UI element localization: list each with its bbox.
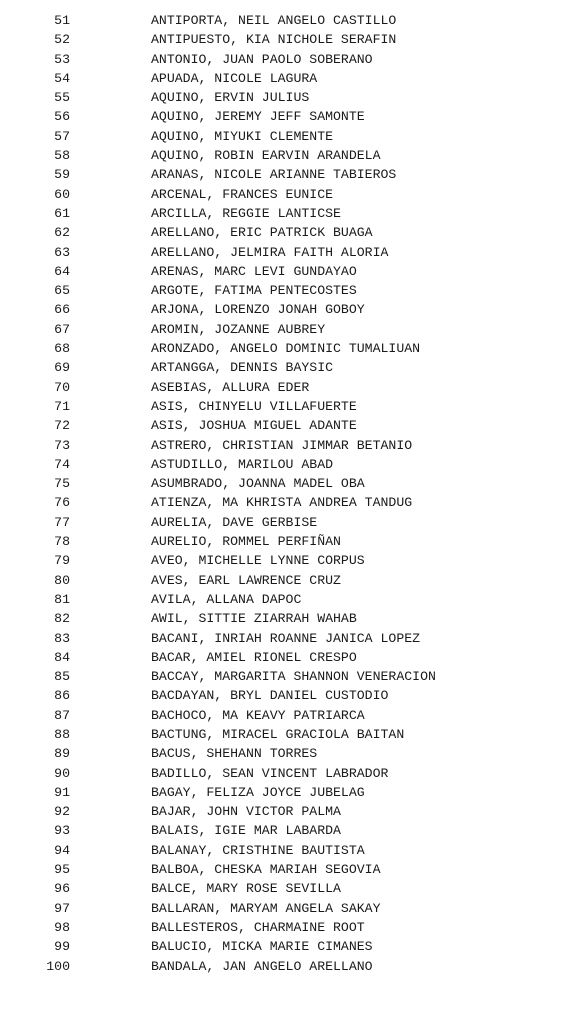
entry-name: BALANAY, CRISTHINE BAUTISTA — [151, 842, 365, 858]
entry-name: AROMIN, JOZANNE AUBREY — [151, 321, 326, 337]
entry-number: 51 — [54, 13, 70, 28]
list-item — [0, 551, 586, 570]
list-item — [0, 378, 586, 397]
list-item — [0, 204, 586, 223]
entry-number: 60 — [54, 186, 70, 202]
entry-name: BALAIS, IGIE MAR LABARDA — [151, 823, 341, 839]
list-item — [0, 223, 586, 242]
list-item — [0, 667, 586, 686]
entry-number: 54 — [54, 70, 70, 86]
list-item — [0, 899, 586, 918]
entry-number: 77 — [54, 514, 70, 530]
entry-name: BANDALA, JAN ANGELO ARELLANO — [151, 958, 373, 974]
entry-number: 70 — [54, 379, 70, 395]
entry-name: AQUINO, MIYUKI CLEMENTE — [151, 128, 334, 144]
entry-number: 73 — [54, 437, 70, 453]
entry-number: 90 — [54, 765, 70, 781]
list-item — [0, 243, 586, 262]
entry-number: 68 — [54, 341, 70, 357]
entry-name: ARELLANO, ERIC PATRICK BUAGA — [151, 225, 373, 241]
name-list — [0, 11, 586, 976]
list-item — [0, 127, 586, 146]
entry-name: ASUMBRADO, JOANNA MADEL OBA — [151, 476, 365, 492]
entry-number: 61 — [54, 205, 70, 221]
list-item — [0, 436, 586, 455]
entry-number: 64 — [54, 263, 70, 279]
entry-number: 57 — [54, 128, 70, 144]
entry-number: 58 — [54, 148, 70, 164]
entry-number: 100 — [46, 958, 70, 974]
entry-name: ASIS, CHINYELU VILLAFUERTE — [151, 398, 357, 414]
list-item — [0, 358, 586, 377]
entry-name: ASTUDILLO, MARILOU ABAD — [151, 456, 334, 472]
list-item — [0, 841, 586, 860]
entry-number: 69 — [54, 360, 70, 376]
list-item — [0, 88, 586, 107]
entry-name: ARGOTE, FATIMA PENTECOSTES — [151, 283, 357, 299]
entry-name: ARANAS, NICOLE ARIANNE TABIEROS — [151, 167, 397, 183]
list-item — [0, 513, 586, 532]
entry-number: 87 — [54, 707, 70, 723]
entry-name: BACANI, INRIAH ROANNE JANICA LOPEZ — [151, 630, 421, 646]
entry-number: 95 — [54, 862, 70, 878]
list-item — [0, 455, 586, 474]
entry-name: BALLESTEROS, CHARMAINE ROOT — [151, 919, 365, 935]
list-item — [0, 609, 586, 628]
entry-name: BACDAYAN, BRYL DANIEL CUSTODIO — [151, 688, 389, 704]
list-item — [0, 590, 586, 609]
list-item — [0, 725, 586, 744]
list-item — [0, 262, 586, 281]
list-item — [0, 571, 586, 590]
entry-name: ANTIPUESTO, KIA NICHOLE SERAFIN — [151, 32, 397, 48]
entry-number: 55 — [54, 90, 70, 106]
entry-name: BALBOA, CHESKA MARIAH SEGOVIA — [151, 862, 381, 878]
list-item — [0, 416, 586, 435]
entry-number: 74 — [54, 456, 70, 472]
entry-name: ASIS, JOSHUA MIGUEL ADANTE — [151, 418, 357, 434]
entry-name: ARTANGGA, DENNIS BAYSIC — [151, 360, 334, 376]
entry-number: 79 — [54, 553, 70, 569]
entry-number: 76 — [54, 495, 70, 511]
entry-name: ASEBIAS, ALLURA EDER — [151, 379, 310, 395]
list-item — [0, 165, 586, 184]
entry-name: AURELIO, ROMMEL PERFIÑAN — [151, 534, 341, 550]
list-item — [0, 744, 586, 763]
list-item — [0, 320, 586, 339]
list-item — [0, 300, 586, 319]
entry-name: BALUCIO, MICKA MARIE CIMANES — [151, 939, 373, 955]
entry-name: ANTONIO, JUAN PAOLO SOBERANO — [151, 51, 373, 67]
list-item — [0, 493, 586, 512]
list-item — [0, 821, 586, 840]
list-item — [0, 107, 586, 126]
entry-name: BACTUNG, MIRACEL GRACIOLA BAITAN — [151, 726, 405, 742]
list-item — [0, 860, 586, 879]
list-item — [0, 532, 586, 551]
entry-number: 53 — [54, 51, 70, 67]
entry-number: 94 — [54, 842, 70, 858]
entry-number: 93 — [54, 823, 70, 839]
list-item — [0, 648, 586, 667]
list-item — [0, 185, 586, 204]
entry-name: AVES, EARL LAWRENCE CRUZ — [151, 572, 341, 588]
list-item — [0, 281, 586, 300]
entry-number: 97 — [54, 900, 70, 916]
entry-number: 56 — [54, 109, 70, 125]
entry-number: 89 — [54, 746, 70, 762]
list-item — [0, 629, 586, 648]
list-item — [0, 706, 586, 725]
list-item — [0, 397, 586, 416]
entry-number: 71 — [54, 398, 70, 414]
entry-number: 75 — [54, 476, 70, 492]
entry-name: BAJAR, JOHN VICTOR PALMA — [151, 804, 341, 820]
list-item — [0, 69, 586, 88]
entry-name: ARELLANO, JELMIRA FAITH ALORIA — [151, 244, 389, 260]
entry-name: ARCILLA, REGGIE LANTICSE — [151, 205, 341, 221]
entry-number: 81 — [54, 591, 70, 607]
list-item — [0, 11, 586, 30]
entry-number: 63 — [54, 244, 70, 260]
entry-name: AWIL, SITTIE ZIARRAH WAHAB — [151, 611, 357, 627]
entry-name: BAGAY, FELIZA JOYCE JUBELAG — [151, 784, 365, 800]
list-item — [0, 686, 586, 705]
list-item — [0, 50, 586, 69]
list-item — [0, 30, 586, 49]
entry-number: 67 — [54, 321, 70, 337]
entry-number: 96 — [54, 881, 70, 897]
list-item — [0, 783, 586, 802]
entry-name: AVEO, MICHELLE LYNNE CORPUS — [151, 553, 365, 569]
entry-number: 91 — [54, 784, 70, 800]
entry-name: AQUINO, ROBIN EARVIN ARANDELA — [151, 148, 381, 164]
entry-number: 84 — [54, 649, 70, 665]
entry-name: BACUS, SHEHANN TORRES — [151, 746, 318, 762]
entry-number: 52 — [54, 32, 70, 48]
entry-name: BACAR, AMIEL RIONEL CRESPO — [151, 649, 357, 665]
entry-name: ARJONA, LORENZO JONAH GOBOY — [151, 302, 365, 318]
entry-number: 66 — [54, 302, 70, 318]
entry-number: 82 — [54, 611, 70, 627]
entry-number: 80 — [54, 572, 70, 588]
entry-number: 62 — [54, 225, 70, 241]
list-item — [0, 146, 586, 165]
entry-number: 92 — [54, 804, 70, 820]
entry-name: BALLARAN, MARYAM ANGELA SAKAY — [151, 900, 381, 916]
entry-name: BALCE, MARY ROSE SEVILLA — [151, 881, 341, 897]
entry-number: 72 — [54, 418, 70, 434]
entry-number: 99 — [54, 939, 70, 955]
entry-number: 98 — [54, 919, 70, 935]
entry-number: 85 — [54, 669, 70, 685]
entry-number: 88 — [54, 726, 70, 742]
list-item — [0, 918, 586, 937]
entry-name: ARENAS, MARC LEVI GUNDAYAO — [151, 263, 357, 279]
entry-name: ANTIPORTA, NEIL ANGELO CASTILLO — [151, 13, 397, 28]
list-item — [0, 802, 586, 821]
entry-name: APUADA, NICOLE LAGURA — [151, 70, 318, 86]
list-item — [0, 957, 586, 976]
entry-number: 83 — [54, 630, 70, 646]
entry-number: 86 — [54, 688, 70, 704]
entry-name: AURELIA, DAVE GERBISE — [151, 514, 318, 530]
list-item — [0, 937, 586, 956]
list-item — [0, 474, 586, 493]
entry-name: AVILA, ALLANA DAPOC — [151, 591, 302, 607]
entry-number: 78 — [54, 534, 70, 550]
list-item — [0, 879, 586, 898]
entry-name: BACCAY, MARGARITA SHANNON VENERACION — [151, 669, 436, 685]
list-item — [0, 339, 586, 358]
entry-name: ARCENAL, FRANCES EUNICE — [151, 186, 334, 202]
entry-name: AQUINO, ERVIN JULIUS — [151, 90, 310, 106]
entry-name: ARONZADO, ANGELO DOMINIC TUMALIUAN — [151, 341, 421, 357]
entry-name: AQUINO, JEREMY JEFF SAMONTE — [151, 109, 365, 125]
entry-number: 59 — [54, 167, 70, 183]
entry-name: BACHOCO, MA KEAVY PATRIARCA — [151, 707, 365, 723]
entry-name: ATIENZA, MA KHRISTA ANDREA TANDUG — [151, 495, 413, 511]
entry-name: ASTRERO, CHRISTIAN JIMMAR BETANIO — [151, 437, 413, 453]
entry-number: 65 — [54, 283, 70, 299]
list-item — [0, 764, 586, 783]
entry-name: BADILLO, SEAN VINCENT LABRADOR — [151, 765, 389, 781]
